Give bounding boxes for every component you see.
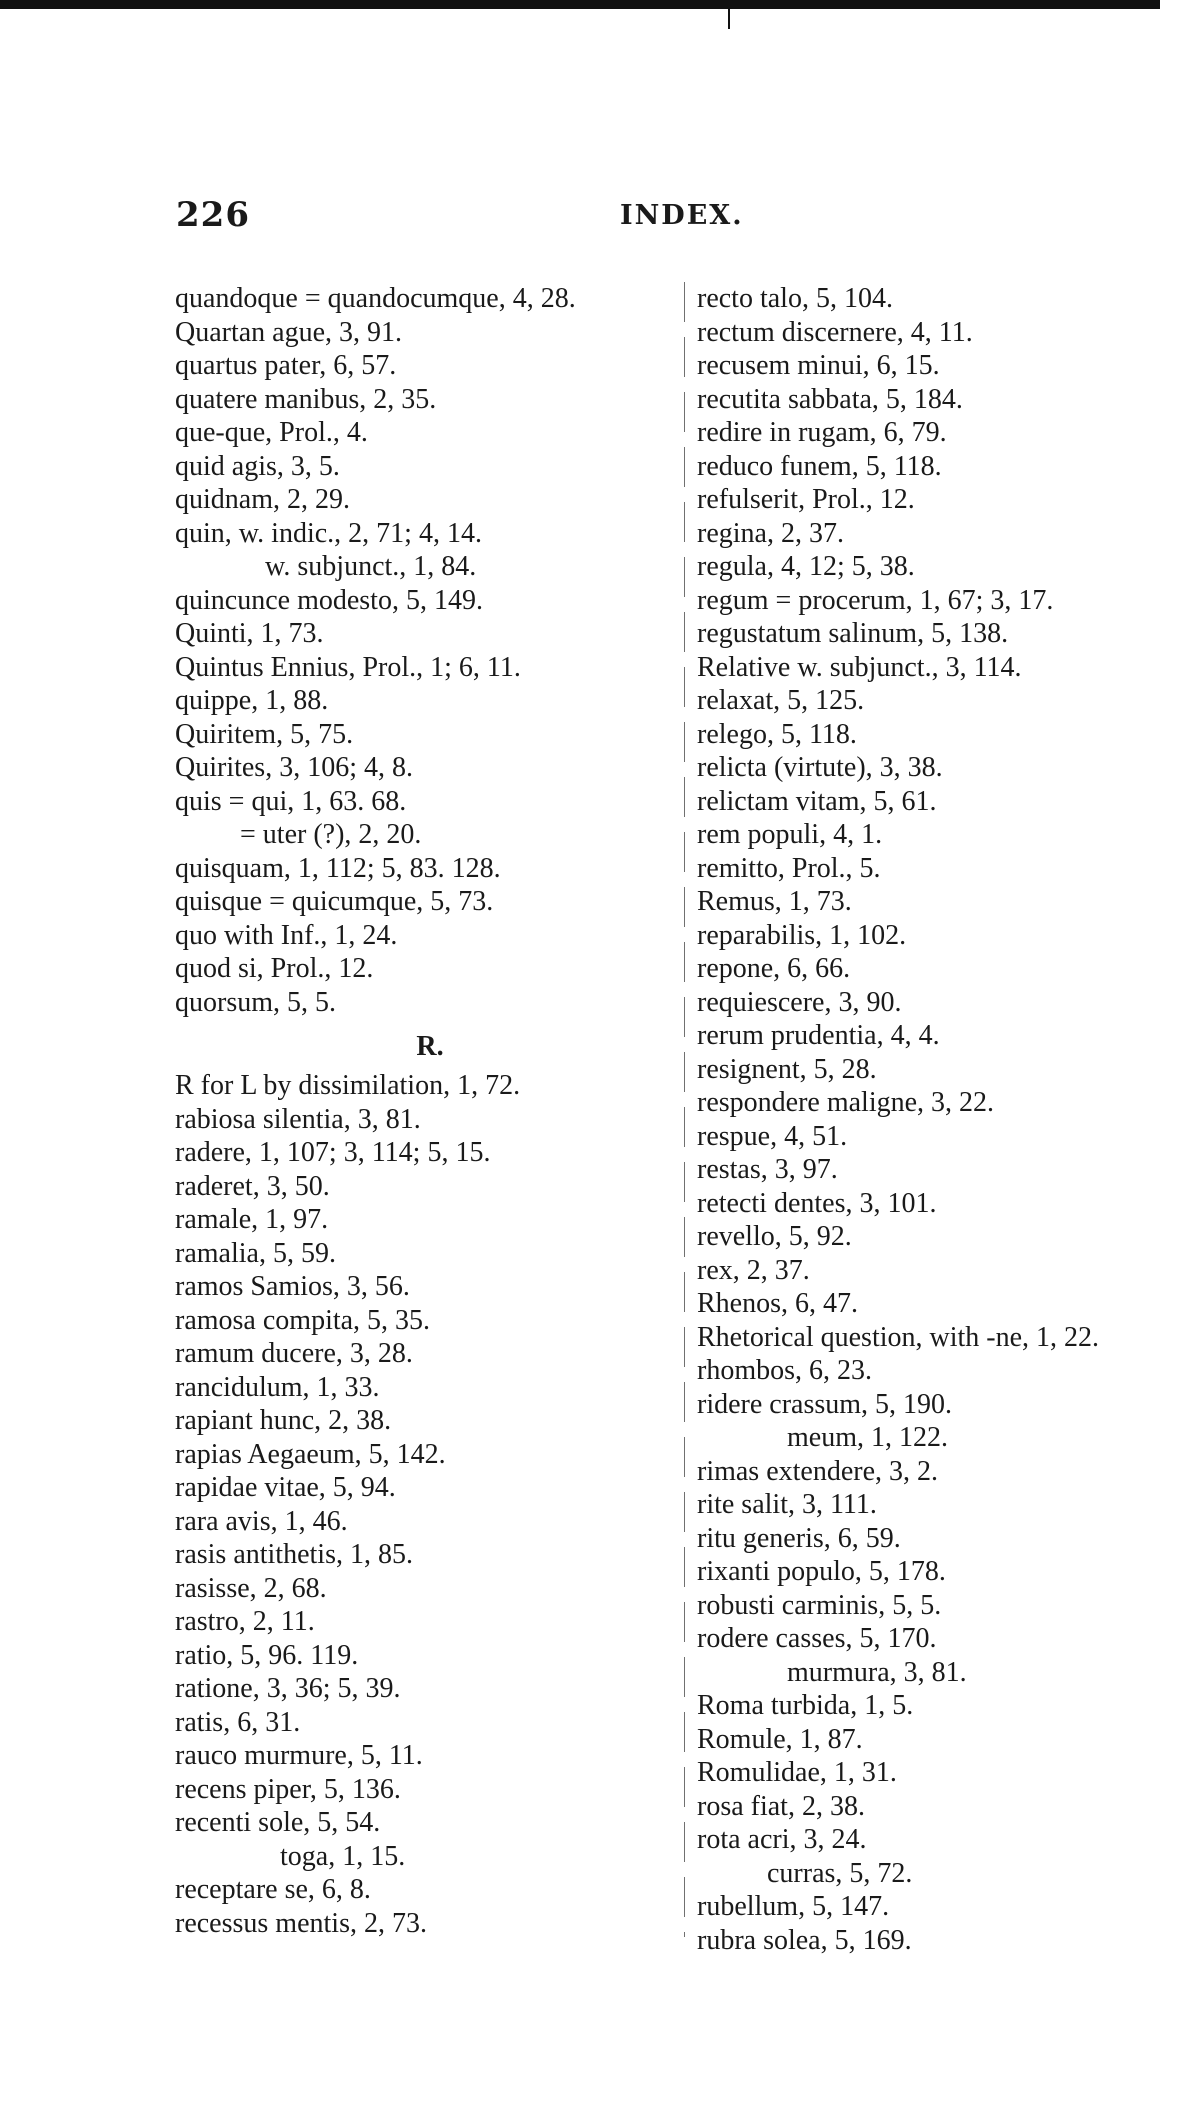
index-entry: robusti carminis, 5, 5. xyxy=(697,1589,942,1621)
index-entry: rerum prudentia, 4, 4. xyxy=(697,1020,940,1051)
index-entry: rasis antithetis, 1, 85. xyxy=(175,1539,413,1570)
top-tick-mark xyxy=(728,9,730,29)
index-entry: w. subjunct., 1, 84. xyxy=(265,551,477,582)
index-entry: rectum discernere, 4, 11. xyxy=(697,316,973,348)
index-entry: rara avis, 1, 46. xyxy=(175,1505,348,1537)
index-entry: rastro, 2, 11. xyxy=(175,1606,315,1637)
index-entry: ritu generis, 6, 59. xyxy=(697,1522,901,1554)
index-entry: rapidae vitae, 5, 94. xyxy=(175,1472,396,1503)
index-entry: Roma turbida, 1, 5. xyxy=(697,1690,914,1721)
index-entry: Quinti, 1, 73. xyxy=(175,618,324,649)
index-entry: revello, 5, 92. xyxy=(697,1221,852,1252)
index-entry: Romule, 1, 87. xyxy=(697,1723,863,1755)
right-entries xyxy=(697,282,1195,1957)
top-rule xyxy=(0,0,1160,9)
index-entry: rhombos, 6, 23. xyxy=(697,1355,872,1386)
index-entry: Quartan ague, 3, 91. xyxy=(175,316,403,348)
index-entry: requiescere, 3, 90. xyxy=(697,986,902,1018)
index-entry: recens piper, 5, 136. xyxy=(175,1773,401,1805)
index-entry: ratis, 6, 31. xyxy=(175,1706,301,1738)
index-entry: rauco murmure, 5, 11. xyxy=(175,1740,423,1771)
index-entry: regina, 2, 37. xyxy=(697,517,844,549)
index-entry: quandoque = quandocumque, 4, 28. xyxy=(175,283,576,314)
index-entry: quidnam, 2, 29. xyxy=(175,484,350,515)
index-entry: regustatum salinum, 5, 138. xyxy=(697,618,1009,649)
index-entry: quatere manibus, 2, 35. xyxy=(175,383,437,415)
index-entry: refulserit, Prol., 12. xyxy=(697,484,915,515)
index-entry: restas, 3, 97. xyxy=(697,1154,838,1185)
index-entry: reduco funem, 5, 118. xyxy=(697,450,942,482)
index-entry: raderet, 3, 50. xyxy=(175,1170,330,1202)
index-entry: rite salit, 3, 111. xyxy=(697,1489,877,1520)
left-entries-q xyxy=(175,282,675,1019)
index-entry: Quirites, 3, 106; 4, 8. xyxy=(175,752,413,783)
index-entry: retecti dentes, 3, 101. xyxy=(697,1187,937,1219)
index-entry: toga, 1, 15. xyxy=(280,1840,406,1872)
index-entry: recutita sabbata, 5, 184. xyxy=(697,383,963,415)
index-entry: Rhenos, 6, 47. xyxy=(697,1288,858,1319)
index-entry: recessus mentis, 2, 73. xyxy=(175,1907,427,1939)
index-entry: recto talo, 5, 104. xyxy=(697,283,893,314)
index-entry: redire in rugam, 6, 79. xyxy=(697,417,947,448)
index-entry: rapias Aegaeum, 5, 142. xyxy=(175,1438,446,1470)
index-entry: quorsum, 5, 5. xyxy=(175,986,336,1018)
index-entry: ridere crassum, 5, 190. xyxy=(697,1388,953,1420)
index-entry: rimas extendere, 3, 2. xyxy=(697,1455,939,1487)
index-entry: relicta (virtute), 3, 38. xyxy=(697,752,943,783)
index-entry: rixanti populo, 5, 178. xyxy=(697,1556,946,1587)
index-entry: radere, 1, 107; 3, 114; 5, 15. xyxy=(175,1137,491,1168)
index-entry: quisque = quicumque, 5, 73. xyxy=(175,886,494,917)
left-entries-r xyxy=(175,1069,675,1940)
page-number: 226 xyxy=(176,195,250,235)
index-entry: quartus pater, 6, 57. xyxy=(175,350,397,381)
index-entry: regula, 4, 12; 5, 38. xyxy=(697,551,915,582)
index-entry: Remus, 1, 73. xyxy=(697,886,852,917)
index-entry: respondere maligne, 3, 22. xyxy=(697,1087,995,1118)
column-divider xyxy=(684,282,685,1937)
index-entry: ramos Samios, 3, 56. xyxy=(175,1271,410,1302)
index-entry: Quiritem, 5, 75. xyxy=(175,718,354,750)
index-entry: ramum ducere, 3, 28. xyxy=(175,1338,413,1369)
index-entry: rancidulum, 1, 33. xyxy=(175,1371,380,1403)
index-entry: quincunce modesto, 5, 149. xyxy=(175,584,483,616)
index-entry: ramalia, 5, 59. xyxy=(175,1237,336,1269)
index-entry: rubra solea, 5, 169. xyxy=(697,1924,912,1956)
index-entry: R for L by dissimilation, 1, 72. xyxy=(175,1070,521,1101)
index-entry: rapiant hunc, 2, 38. xyxy=(175,1405,392,1436)
index-entry: rota acri, 3, 24. xyxy=(697,1824,867,1855)
index-entry: relaxat, 5, 125. xyxy=(697,685,865,716)
index-entry: receptare se, 6, 8. xyxy=(175,1874,371,1905)
index-entry: remitto, Prol., 5. xyxy=(697,852,881,884)
index-entry: reparabilis, 1, 102. xyxy=(697,919,907,951)
section-letter: R. xyxy=(416,1031,444,1062)
index-entry: recenti sole, 5, 54. xyxy=(175,1807,381,1838)
index-entry: meum, 1, 122. xyxy=(787,1422,948,1453)
index-entry: que-que, Prol., 4. xyxy=(175,417,368,448)
index-entry: quippe, 1, 88. xyxy=(175,685,329,716)
left-column xyxy=(175,282,675,1940)
index-entry: rabiosa silentia, 3, 81. xyxy=(175,1103,421,1135)
index-entry: rem populi, 4, 1. xyxy=(697,819,883,850)
index-entry: recusem minui, 6, 15. xyxy=(697,350,940,381)
right-column xyxy=(697,282,1195,1957)
index-entry: curras, 5, 72. xyxy=(767,1857,913,1889)
index-entry: ramosa compita, 5, 35. xyxy=(175,1304,431,1336)
index-entry: Romulidae, 1, 31. xyxy=(697,1757,897,1788)
index-entry: rubellum, 5, 147. xyxy=(697,1891,890,1922)
index-entry: Relative w. subjunct., 3, 114. xyxy=(697,651,1022,683)
index-entry: Quintus Ennius, Prol., 1; 6, 11. xyxy=(175,651,521,683)
index-entry: rodere casses, 5, 170. xyxy=(697,1623,937,1654)
index-entry: relego, 5, 118. xyxy=(697,718,857,750)
running-head: INDEX. xyxy=(620,200,744,231)
index-entry: relictam vitam, 5, 61. xyxy=(697,785,937,817)
index-entry: quis = qui, 1, 63. 68. xyxy=(175,785,407,817)
index-entry: respue, 4, 51. xyxy=(697,1120,848,1152)
index-entry: ratio, 5, 96. 119. xyxy=(175,1639,359,1671)
index-entry: regum = procerum, 1, 67; 3, 17. xyxy=(697,584,1054,616)
index-entry: ramale, 1, 97. xyxy=(175,1204,329,1235)
index-entry: quo with Inf., 1, 24. xyxy=(175,919,398,951)
index-entry: rasisse, 2, 68. xyxy=(175,1572,327,1604)
index-entry: quisquam, 1, 112; 5, 83. 128. xyxy=(175,852,501,884)
index-entry: ratione, 3, 36; 5, 39. xyxy=(175,1673,401,1704)
index-entry: murmura, 3, 81. xyxy=(787,1656,967,1688)
index-entry: rosa fiat, 2, 38. xyxy=(697,1790,865,1822)
index-entry: quod si, Prol., 12. xyxy=(175,953,374,984)
index-entry: quid agis, 3, 5. xyxy=(175,450,340,482)
index-entry: quin, w. indic., 2, 71; 4, 14. xyxy=(175,517,482,549)
index-entry: rex, 2, 37. xyxy=(697,1254,810,1286)
index-entry: Rhetorical question, with -ne, 1, 22. xyxy=(697,1321,1100,1353)
index-entry: = uter (?), 2, 20. xyxy=(240,819,422,850)
index-entry: repone, 6, 66. xyxy=(697,953,851,984)
index-entry: resignent, 5, 28. xyxy=(697,1053,877,1085)
